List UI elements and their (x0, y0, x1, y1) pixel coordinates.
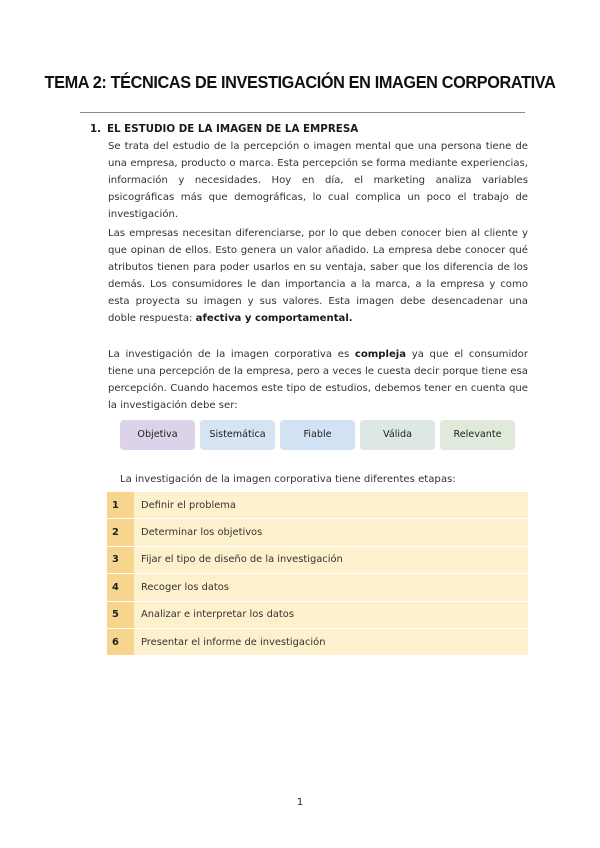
paragraph-definition: Se trata del estudio de la percepción o imagen mental que una persona tiene de una empresa, producto o marca. Esta percepción se forma mediante experiencias, información y necesidades. Hoy en día, el marketing analiza variables psicográficas más que demográficas, lo cual complica un poco el trabajo de investigación. (108, 141, 528, 220)
stage-text: Fijar el tipo de diseño de la investigación (134, 546, 528, 573)
stages-intro: La investigación de la imagen corporativa tiene diferentes etapas: (120, 474, 456, 485)
stages-table (107, 492, 528, 656)
quality-sistematica: Sistemática (200, 420, 275, 450)
title-divider (80, 112, 525, 113)
paragraph-differentiation-bold: afectiva y comportamental. (195, 313, 353, 324)
stage-number: 4 (107, 574, 134, 601)
section-number: 1. (90, 123, 102, 135)
paragraph-complexity-bold: compleja (354, 349, 407, 360)
paragraph-complexity-before: La investigación de la imagen corporativa es (108, 349, 355, 360)
stage-number: 1 (107, 492, 134, 519)
stage-text: Analizar e interpretar los datos (134, 601, 528, 628)
paragraph-complexity (108, 346, 528, 414)
quality-objetiva: Objetiva (120, 420, 195, 450)
table-row (107, 628, 528, 655)
page-number: 1 (296, 797, 304, 808)
table-row (107, 492, 528, 519)
stage-number: 5 (107, 601, 134, 628)
stage-text: Definir el problema (134, 492, 528, 519)
quality-valida: Válida (360, 420, 435, 450)
table-row (107, 519, 528, 546)
paragraph-complexity-after: ya que el consumidor tiene una percepción de la empresa, pero a veces le cuesta decir porque tiene esa percepción. Cuando hacemos este tipo de estudios, debemos tener en cuenta que la investigación debe ser: (108, 349, 528, 411)
table-row (107, 574, 528, 601)
quality-fiable: Fiable (280, 420, 355, 450)
stage-text: Presentar el informe de investigación (134, 628, 528, 655)
stage-text: Determinar los objetivos (134, 519, 528, 546)
paragraph-differentiation-text: Las empresas necesitan diferenciarse, por lo que deben conocer bien al cliente y que opinan de ellos. Esto genera un valor añadido. La empresa debe conocer qué atributos tienen para poder usarlos en su ventaja, saber que los diferencia de los demás. Los consumidores le dan importancia a la marca, a la empresa y como esta proyecta su imagen y sus valores. Esta imagen debe desencadenar una doble respuesta: (108, 228, 528, 324)
section-heading (90, 123, 358, 135)
stage-number: 2 (107, 519, 134, 546)
stage-text: Recoger los datos (134, 574, 528, 601)
section-heading-text: EL ESTUDIO DE LA IMAGEN DE LA EMPRESA (107, 123, 359, 135)
research-qualities (120, 420, 515, 450)
table-row (107, 546, 528, 573)
stage-number: 6 (107, 628, 134, 655)
table-row (107, 601, 528, 628)
quality-relevante: Relevante (440, 420, 515, 450)
paragraph-differentiation (108, 225, 528, 327)
page-title: TEMA 2: TÉCNICAS DE INVESTIGACIÓN EN IMAGEN CORPORATIVA (44, 72, 556, 92)
stage-number: 3 (107, 546, 134, 573)
